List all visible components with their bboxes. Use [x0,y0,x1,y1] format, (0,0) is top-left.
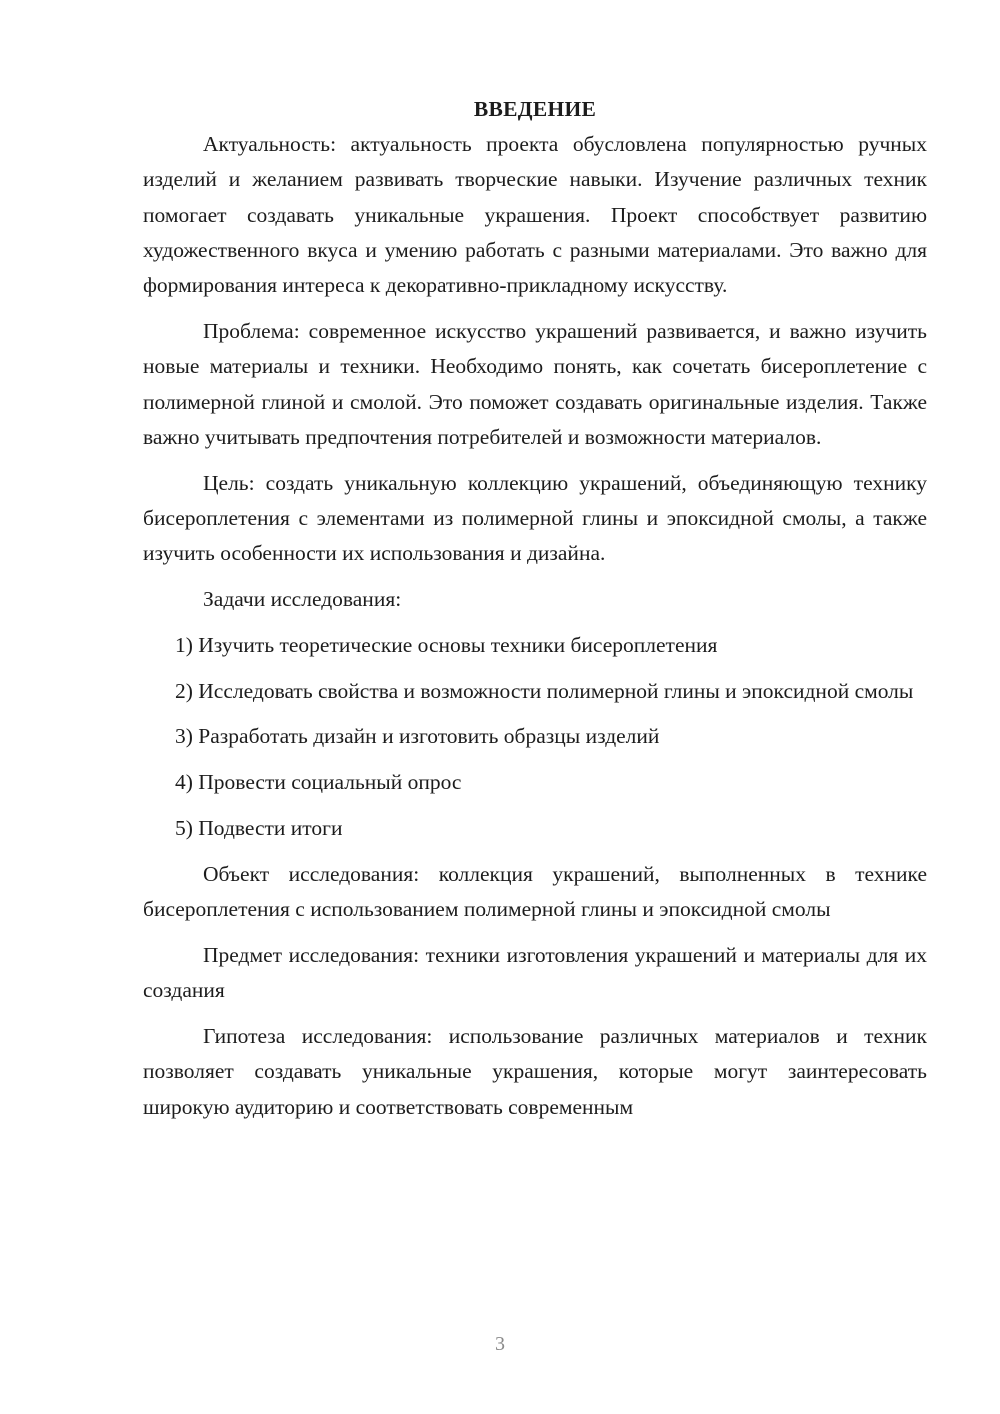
section-title: ВВЕДЕНИЕ [473,97,597,121]
paragraph-problem: Проблема: современное искусство украшений развивается, и важно изучить новые материалы и техники. Необходимо понять, как сочетать бисероплетение с полимерной глиной и смолой. Это поможет создавать оригинальные изделия. Также важно учитывать предпочтения потребителей и возможности материалов. [143,318,927,449]
task-item-3: 3) Разработать дизайн и изготовить образцы изделий [175,724,660,749]
task-item-2: 2) Исследовать свойства и возможности полимерной глины и эпоксидной смолы [175,678,914,703]
document-page [143,92,927,1125]
task-item-4: 4) Провести социальный опрос [175,770,462,795]
paragraph-relevance: Актуальность: актуальность проекта обусловлена популярностью ручных изделий и желанием развивать творческие навыки. Изучение различных техник помогает создавать уникальные украшения. Проект способствует развитию художественного вкуса и умению работать с разными материалами. Это важно для формирования интереса к декоративно-прикладному искусству. [143,132,927,298]
task-item-1: 1) Изучить теоретические основы техники бисероплетения [175,632,718,657]
paragraph-goal: Цель: создать уникальную коллекцию украшений, объединяющую технику бисероплетения с элементами из полимерной глины и эпоксидной смолы, а также изучить особенности их использования и дизайна. [143,470,927,566]
paragraph-object: Объект исследования: коллекция украшений, выполненных в технике бисероплетения с использованием полимерной глины и эпоксидной смолы [143,861,927,922]
page-number: 3 [495,1333,505,1355]
paragraph-subject: Предмет исследования: техники изготовления украшений и материалы для их создания [143,942,927,1003]
task-item-5: 5) Подвести итоги [175,816,343,841]
paragraph-hypothesis: Гипотеза исследования: использование различных материалов и техник позволяет создавать уникальные украшения, которые могут заинтересовать широкую аудиторию и соответствовать современным [143,1024,927,1119]
paragraph-tasks-heading: Задачи исследования: [203,587,402,612]
